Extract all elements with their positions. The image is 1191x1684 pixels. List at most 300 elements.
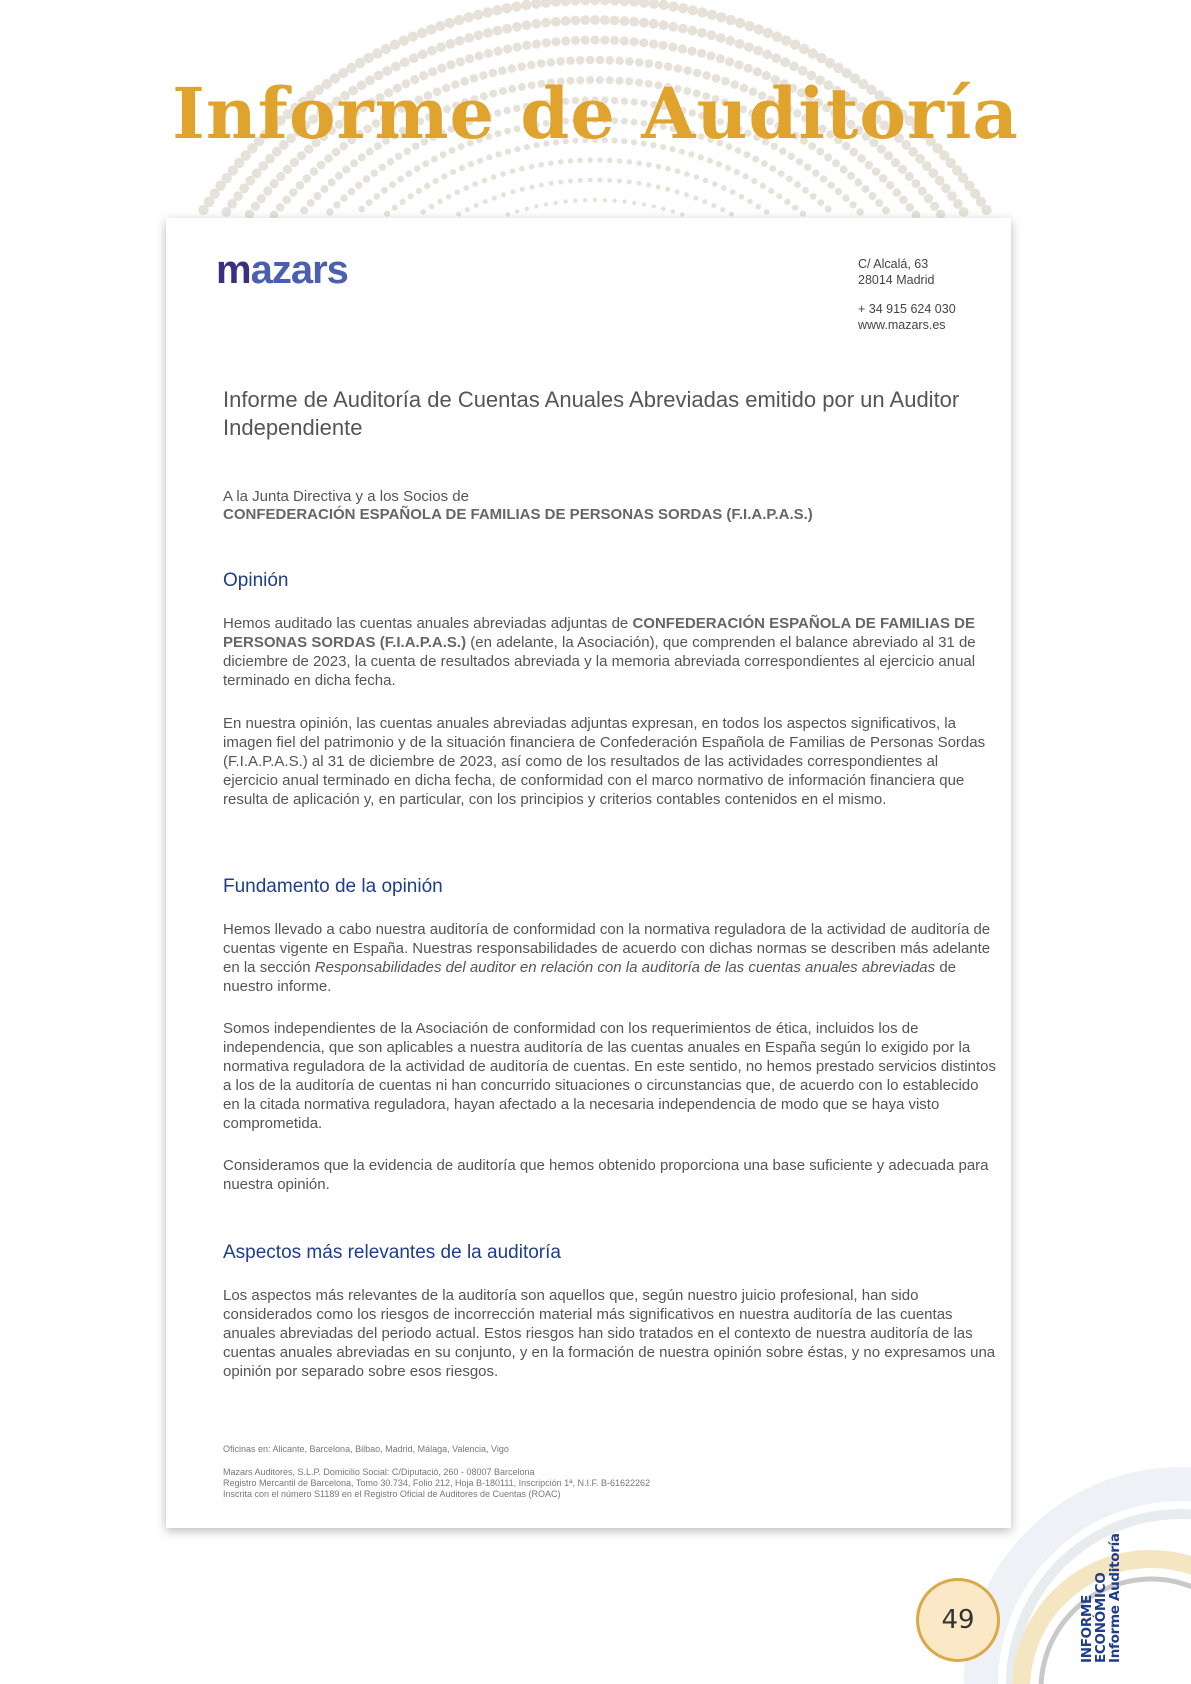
decorative-dot (541, 18, 551, 28)
decorative-dot (688, 26, 698, 36)
decorative-dot (802, 187, 809, 194)
decorative-dot (547, 58, 556, 67)
decorative-dot (875, 199, 883, 207)
decorative-dot (688, 5, 698, 15)
decorative-dot (590, 15, 600, 25)
footer-offices: Oficinas en: Alicante, Barcelona, Bilbao, Madrid, Málaga, Valencia, Vigo (223, 1444, 509, 1454)
decorative-dot (772, 32, 782, 42)
decorative-dot (522, 41, 531, 50)
decorative-dot (725, 36, 735, 46)
decorative-dot (446, 39, 456, 49)
decorative-dot (636, 160, 642, 166)
decorative-dot (817, 199, 824, 206)
decorative-dot (804, 164, 811, 171)
decorative-dot (720, 207, 725, 212)
decorative-dot (468, 161, 474, 167)
decorative-dot (371, 169, 378, 176)
decorative-dot (455, 36, 465, 46)
decorative-dot (646, 162, 652, 168)
section-heading-opinion: Opinión (223, 570, 289, 591)
decorative-dot (576, 56, 585, 65)
decorative-dot (615, 56, 624, 65)
decorative-dot (429, 204, 435, 210)
decorative-dot (503, 44, 512, 53)
decorative-dot (551, 17, 561, 27)
decorative-dot (619, 0, 629, 6)
decorative-dot (778, 170, 785, 177)
decorative-dot (517, 62, 526, 71)
decorative-dot (600, 15, 610, 25)
decorative-dot (513, 43, 522, 52)
paragraph-opinion-1: Hemos auditado las cuentas anuales abreviadas adjuntas de CONFEDERACIÓN ESPAÑOLA DE FAMILIAS DE PERSONAS SORDAS (F.I.A.P.A.S.) (en adelante, la Asociación), que comprenden el balance abreviado al 31 de diciembre de 2023, la cuenta de resultados abreviada y la memoria abreviada correspondientes al ejercicio anual terminado en dicha fecha. (223, 615, 976, 689)
decorative-dot (725, 57, 734, 66)
decorative-dot (387, 158, 394, 165)
decorative-dot (492, 196, 497, 201)
side-label-line-3: Informe Auditoría (1107, 1533, 1123, 1663)
decorative-dot (756, 204, 762, 210)
decorative-dot (483, 199, 488, 204)
decorative-dot (665, 187, 670, 192)
decorative-dot (289, 188, 298, 197)
decorative-dot (627, 180, 632, 185)
decorative-dot (554, 201, 558, 205)
decorative-dot (408, 32, 418, 42)
decorative-dot (500, 171, 506, 177)
decorative-dot (431, 156, 438, 163)
decorative-dot (473, 10, 483, 20)
decorative-dot (561, 36, 570, 45)
decorative-dot (671, 209, 675, 213)
decorative-dot (812, 169, 819, 176)
decorative-dot (400, 199, 406, 205)
decorative-dot (506, 212, 510, 216)
decorative-dot (760, 183, 766, 189)
decorative-dot (847, 172, 855, 180)
decorative-dot (441, 173, 447, 179)
decorative-dot (571, 16, 581, 26)
decorative-dot (776, 193, 782, 199)
decorative-dot (521, 0, 531, 10)
decorative-dot (706, 51, 715, 60)
decorative-dot (906, 203, 915, 212)
decorative-dot (276, 172, 285, 181)
decorative-dot (735, 18, 745, 28)
decorative-dot (603, 198, 607, 202)
decorative-dot (597, 157, 603, 163)
decorative-dot (762, 49, 772, 59)
decorative-dot (314, 192, 322, 200)
decorative-dot (743, 173, 749, 179)
decorative-dot (446, 60, 455, 69)
side-label-line-1: INFORME (1079, 1595, 1095, 1663)
decorative-dot (340, 194, 347, 201)
decorative-dot (522, 20, 532, 30)
decorative-dot (568, 179, 573, 184)
decorative-dot (702, 199, 707, 204)
decorative-dot (222, 207, 232, 217)
decorative-dot (754, 24, 764, 34)
decorative-dot (544, 202, 548, 206)
decorative-dot (869, 192, 877, 200)
decorative-dot (796, 158, 803, 165)
decorative-dot (899, 196, 908, 205)
decorative-dot (529, 164, 535, 170)
decorative-dot (905, 172, 914, 181)
decorative-dot (780, 57, 790, 67)
decorative-dot (418, 49, 428, 59)
decorative-dot (324, 154, 333, 163)
decorative-dot (703, 178, 709, 184)
decorative-dot (769, 165, 776, 172)
decorative-dot (459, 165, 465, 171)
decorative-dot (697, 28, 707, 38)
decorative-dot (283, 165, 292, 174)
decorative-dot (335, 172, 343, 180)
decorative-dot (684, 171, 690, 177)
decorative-dot (427, 46, 437, 56)
decorative-dot (725, 165, 731, 171)
decorative-dot (800, 211, 806, 217)
decorative-dot (789, 62, 799, 72)
decorative-dot (463, 12, 473, 22)
decorative-dot (716, 12, 726, 22)
address-city: 28014 Madrid (858, 273, 935, 287)
decorative-dot (558, 159, 564, 165)
decorative-dot (551, 37, 560, 46)
decorative-dot (568, 158, 574, 164)
decorative-dot (549, 181, 554, 186)
decorative-dot (840, 166, 848, 174)
decorative-dot (610, 36, 619, 45)
decorative-dot (384, 211, 390, 217)
decorative-dot (882, 206, 890, 214)
decorative-dot (581, 36, 590, 45)
decorative-dot (381, 44, 391, 54)
decorative-dot (465, 207, 470, 212)
decorative-dot (399, 35, 409, 45)
decorative-dot (935, 176, 945, 186)
decorative-dot (629, 0, 639, 7)
decorative-dot (636, 181, 641, 186)
decorative-dot (381, 187, 388, 194)
decorative-dot (747, 199, 753, 205)
decorative-dot (342, 166, 350, 174)
decorative-dot (532, 39, 541, 48)
decorative-dot (930, 202, 939, 211)
recipient (223, 488, 963, 524)
decorative-dot (711, 203, 716, 208)
decorative-dot (542, 38, 551, 47)
decorative-dot (794, 181, 801, 188)
decorative-dot (501, 192, 506, 197)
decorative-dot (607, 178, 612, 183)
decorative-dot (639, 38, 648, 47)
decorative-dot (397, 176, 404, 183)
decorative-dot (716, 161, 722, 167)
decorative-dot (668, 22, 678, 32)
decorative-dot (649, 0, 659, 9)
decorative-dot (726, 15, 736, 25)
decorative-dot (537, 59, 546, 68)
decorative-dot (265, 154, 275, 164)
decorative-dot (573, 199, 577, 203)
decorative-dot (625, 57, 634, 66)
decorative-dot (744, 42, 754, 52)
decorative-dot (307, 199, 315, 207)
decorative-dot (835, 188, 842, 195)
decorative-dot (716, 33, 726, 43)
decorative-dot (296, 181, 305, 190)
decorative-dot (854, 178, 862, 186)
decorative-dot (600, 36, 609, 45)
decorative-dot (541, 0, 551, 8)
decorative-dot (417, 28, 427, 38)
decorative-dot (252, 168, 262, 178)
paragraph-opinion-2: En nuestra opinión, las cuentas anuales abreviadas adjuntas expresan, en todos los aspectos significativos, la imagen fiel del patrimonio y de la situación financiera de Confederación Española de Familias de Personas Sordas (F.I.A.P.A.S.) al 31 de diciembre de 2023, así como de los resultados de las actividades correspondientes al ejercicio anual terminado en dicha fecha, de conformidad con el marco normativo de información financiera que resulta de aplicación y, en particular, con los principios y criterios contables contenidos en el mismo. (223, 715, 986, 808)
decorative-dot (465, 54, 474, 63)
decorative-dot (753, 46, 763, 56)
decorative-dot (587, 157, 593, 163)
decorative-dot (373, 193, 380, 200)
decorative-dot (678, 3, 688, 13)
decorative-dot (276, 203, 285, 212)
decorative-dot (918, 187, 927, 196)
decorative-dot (433, 178, 439, 184)
decorative-dot (586, 56, 595, 65)
decorative-dot (707, 30, 717, 40)
decorative-dot (310, 167, 319, 176)
decorative-dot (558, 180, 563, 185)
decorative-dot (426, 24, 436, 34)
decorative-dot (680, 212, 684, 216)
decorative-dot (668, 43, 677, 52)
decorative-dot (596, 56, 605, 65)
decorative-dot (258, 161, 268, 171)
decorative-dot (620, 36, 629, 45)
decorative-dot (511, 1, 521, 11)
decorative-dot (472, 181, 478, 187)
decorative-dot (492, 5, 502, 15)
decorative-dot (656, 164, 662, 170)
decorative-dot (707, 10, 717, 20)
page-number: 49 (916, 1578, 1000, 1662)
decorative-dot (477, 158, 483, 164)
decorative-dot (879, 174, 888, 183)
office-address (858, 256, 956, 333)
decorative-dot (455, 189, 461, 195)
footer-line-1: Mazars Auditores, S.L.P. Domicilio Social: C/Diputació, 260 - 08007 Barcelona (223, 1467, 535, 1477)
decorative-dot (659, 20, 669, 30)
decorative-dot (358, 206, 365, 213)
decorative-dot (321, 185, 329, 193)
decorative-dot (531, 0, 541, 9)
decorative-dot (450, 169, 456, 175)
decorative-dot (632, 201, 636, 205)
address-street: C/ Alcalá, 63 (858, 257, 929, 271)
decorative-dot (270, 179, 279, 188)
decorative-dot (363, 175, 370, 182)
decorative-dot (763, 28, 773, 38)
decorative-dot (282, 196, 291, 205)
paragraph-fundamento-2: Somos independientes de la Asociación de conformidad con los requerimientos de ética, incluidos los de independencia, que son aplicables a nuestra auditoría de las cuentas anuales en España según lo exigido por la normativa reguladora de la actividad de auditoría de cuentas. En este sentido, no hemos prestado servicios distintos a los de la auditoría de cuentas ni han concurrido situaciones o circunstancias que, de acuerdo con lo establecido en la citada normativa reguladora, hayan afectado a la necesaria independencia de modo que se haya visto comprometida. (223, 1020, 996, 1132)
decorative-dot (698, 154, 704, 160)
decorative-dot (659, 0, 669, 10)
decorative-dot (825, 206, 832, 213)
decorative-dot (566, 56, 575, 65)
decorative-dot (515, 209, 519, 213)
decorative-dot (832, 159, 840, 167)
decorative-dot (924, 194, 933, 203)
decorative-dot (761, 160, 768, 167)
decorative-dot (317, 161, 326, 170)
decorative-dot (613, 199, 617, 203)
decorative-dot (675, 189, 680, 194)
decorative-dot (474, 30, 484, 40)
decorative-dot (303, 174, 312, 183)
decorative-dot (245, 176, 255, 186)
decorative-dot (539, 183, 544, 188)
decorative-dot (421, 209, 427, 215)
decorative-dot (355, 182, 362, 189)
decorative-dot (635, 58, 644, 67)
paragraph-fundamento-3: Consideramos que la evidencia de auditoría que hemos obtenido proporciona una base suficiente y adecuada para nuestra opinión. (223, 1157, 989, 1193)
decorative-dot (571, 36, 580, 45)
decorative-dot (642, 202, 646, 206)
decorative-dot (730, 189, 736, 195)
decorative-dot (734, 60, 743, 69)
decorative-dot (483, 28, 493, 38)
decorative-dot (652, 204, 656, 208)
decorative-dot (735, 39, 745, 49)
decorative-dot (422, 160, 429, 167)
section-heading-aspectos: Aspectos más relevantes de la auditoría (223, 1242, 561, 1263)
address-web: www.mazars.es (858, 318, 946, 332)
decorative-dot (911, 179, 920, 188)
decorative-dot (872, 167, 881, 176)
decorative-dot (810, 193, 817, 200)
decorative-dot (707, 158, 713, 164)
decorative-dot (502, 24, 512, 34)
audit-report-document (166, 218, 1011, 1528)
decorative-dot (716, 54, 725, 63)
decorative-dot (580, 0, 590, 5)
paragraph-aspectos-1: Los aspectos más relevantes de la auditoría son aquellos que, según nuestro juicio profesional, han sido considerados como los riesgos de incorrección material más significativos en nuestra auditoría de las cuentas anuales abreviadas del periodo actual. Estos riesgos han sido tratados en el contexto de nuestra auditoría de las cuentas anuales abreviadas en su conjunto, y en la formación de nuestra opinión sobre éstas, y no expresamos una opinión por separado sobre esos riesgos. (223, 1287, 996, 1380)
decorative-dot (538, 162, 544, 168)
decorative-dot (456, 57, 465, 66)
decorative-dot (751, 178, 757, 184)
decorative-dot (551, 0, 561, 7)
decorative-dot (563, 199, 567, 203)
decorative-dot (915, 154, 925, 164)
decorative-dot (580, 15, 590, 25)
decorative-dot (752, 156, 759, 163)
decorative-dot (856, 208, 863, 215)
decorative-dot (661, 207, 665, 211)
decorative-dot (739, 194, 745, 200)
decorative-dot (464, 33, 474, 43)
decorative-dot (512, 22, 522, 32)
decorative-dot (781, 35, 791, 45)
decorative-dot (620, 16, 630, 26)
decorative-dot (649, 19, 659, 29)
decorative-dot (227, 199, 237, 209)
decorative-dot (597, 178, 602, 183)
decorative-dot (886, 181, 895, 190)
decorative-dot (694, 174, 700, 180)
decorative-dot (697, 7, 707, 17)
decorative-dot (502, 3, 512, 13)
decorative-dot (865, 161, 874, 170)
decorative-dot (257, 194, 266, 203)
footer-line-2: Registro Mercantil de Barcelona, Tomo 30.734, Folio 212, Hoja B-180111, Inscripción 1ª, N.I.F. B-61622262 (223, 1478, 651, 1488)
decorative-dot (560, 0, 570, 6)
decorative-dot (792, 205, 798, 211)
decorative-dot (693, 196, 698, 201)
decorative-dot (493, 26, 503, 36)
decorative-dot (454, 15, 464, 25)
decorative-dot (391, 62, 401, 72)
section-side-label (1080, 1533, 1122, 1663)
decorative-dot (416, 188, 422, 194)
decorative-dot (435, 21, 445, 31)
decorative-dot (820, 175, 827, 182)
decorative-dot (947, 191, 957, 201)
decorative-dot (629, 17, 639, 27)
decorative-dot (639, 18, 649, 28)
decorative-dot (790, 40, 800, 50)
paragraph-fundamento-1: Hemos llevado a cabo nuestra auditoría de conformidad con la normativa reguladora de la actividad de auditoría de cuentas vigente en España. Nuestras responsabilidades de acuerdo con dichas normas se describen más adelante en la sección Responsabilidades del auditor en relación con la auditoría de las cuentas anuales abreviadas de nuestro informe. (223, 921, 991, 995)
mazars-logo: mazars (216, 248, 348, 292)
document-footer (223, 1444, 650, 1500)
decorative-dot (483, 7, 493, 17)
decorative-dot (348, 188, 355, 195)
decorative-dot (556, 57, 565, 66)
recipient-org: CONFEDERACIÓN ESPAÑOLA DE FAMILIAS DE PERSONAS SORDAS (F.I.A.P.A.S.) (223, 506, 813, 523)
decorative-dot (697, 49, 706, 58)
decorative-dot (328, 178, 336, 186)
decorative-dot (300, 206, 308, 214)
decorative-dot (577, 158, 583, 164)
decorative-dot (941, 183, 951, 193)
recipient-line: A la Junta Directiva y a los Socios de (223, 488, 469, 505)
decorative-dot (570, 0, 580, 6)
decorative-dot (668, 1, 678, 11)
decorative-dot (729, 212, 734, 217)
decorative-dot (744, 21, 754, 31)
decorative-dot (678, 44, 687, 53)
decorative-dot (333, 201, 340, 208)
decorative-dot (639, 0, 649, 8)
decorative-dot (474, 51, 483, 60)
decorative-dot (610, 0, 620, 6)
decorative-dot (649, 39, 658, 48)
decorative-dot (424, 183, 430, 189)
decorative-dot (764, 209, 770, 215)
decorative-dot (400, 57, 410, 67)
decorative-dot (771, 53, 781, 63)
decorative-dot (922, 161, 932, 171)
decorative-dot (491, 174, 497, 180)
decorative-dot (408, 193, 414, 199)
decorative-dot (600, 0, 610, 5)
decorative-dot (622, 199, 626, 203)
decorative-dot (510, 168, 516, 174)
decorative-dot (392, 205, 398, 211)
decorative-dot (607, 158, 613, 164)
decorative-dot (712, 181, 718, 187)
decorative-dot (654, 61, 663, 70)
footer-line-3: Inscrita con el número S1189 en el Registro Oficial de Auditores de Cuentas (ROAC) (223, 1489, 561, 1499)
